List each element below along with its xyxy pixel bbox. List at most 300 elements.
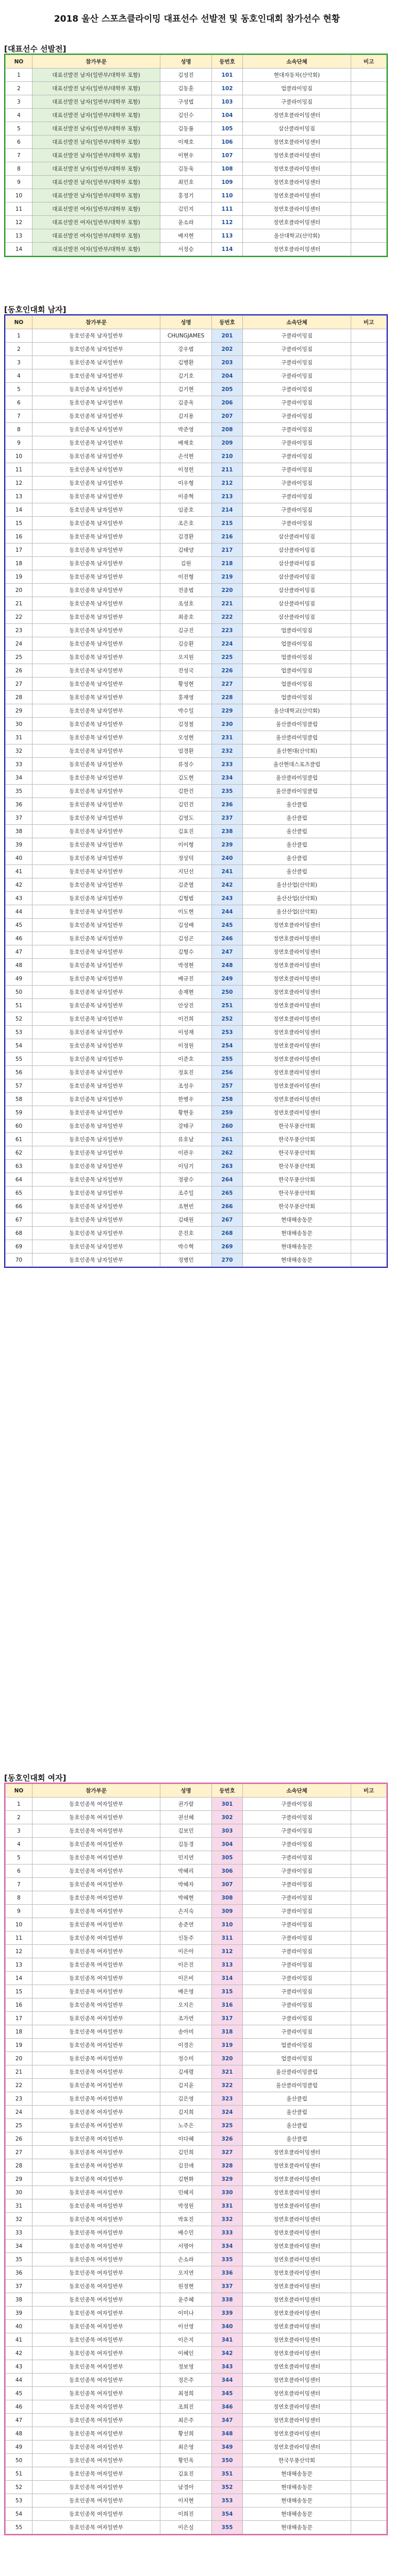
cell-note bbox=[351, 651, 387, 664]
table-row bbox=[6, 530, 387, 544]
cell-no: 10 bbox=[6, 189, 32, 202]
cell-note bbox=[351, 2494, 387, 2507]
cell-team: 정연호클라이밍센터 bbox=[243, 2320, 351, 2333]
cell-team: 구클라이밍짐 bbox=[243, 396, 351, 410]
cell-event: 동호인종목 여자일반부 bbox=[32, 1838, 160, 1851]
cell-team: 정연호클라이밍센터 bbox=[243, 1079, 351, 1093]
cell-event: 동호인종목 남자일반부 bbox=[32, 1079, 160, 1093]
table-row bbox=[6, 490, 387, 503]
table-row bbox=[6, 356, 387, 369]
cell-name: 홍정기 bbox=[160, 189, 212, 202]
cell-name: 지딘선 bbox=[160, 865, 212, 878]
table-row bbox=[6, 477, 387, 490]
header-bib: 등번호 bbox=[212, 55, 243, 69]
table-row bbox=[6, 2025, 387, 2039]
cell-no: 35 bbox=[6, 2253, 32, 2266]
cell-team: 현대해송동문 bbox=[243, 2494, 351, 2507]
cell-no: 70 bbox=[6, 1253, 32, 1267]
cell-event: 동호인종목 여자일반부 bbox=[32, 1905, 160, 1918]
cell-bib: 260 bbox=[212, 1120, 243, 1133]
cell-note bbox=[351, 423, 387, 436]
cell-event: 동호인종목 남자일반부 bbox=[32, 450, 160, 463]
cell-name: 이경은 bbox=[160, 2039, 212, 2052]
cell-name: 이미나 bbox=[160, 2307, 212, 2320]
cell-note bbox=[351, 1079, 387, 1093]
cell-name: 정병민 bbox=[160, 1253, 212, 1267]
cell-team: 구클라이밍짐 bbox=[243, 436, 351, 450]
cell-team: 업클라이밍짐 bbox=[243, 2052, 351, 2065]
cell-note bbox=[351, 2521, 387, 2534]
cell-team: 구클라이밍짐 bbox=[243, 1865, 351, 1878]
cell-event: 동호인종목 남자일반부 bbox=[32, 1160, 160, 1173]
cell-event: 동호인종목 여자일반부 bbox=[32, 1878, 160, 1891]
table-row bbox=[6, 1851, 387, 1865]
cell-event: 동호인종목 남자일반부 bbox=[32, 892, 160, 905]
cell-event: 동호인종목 남자일반부 bbox=[32, 852, 160, 865]
cell-name: 조희진 bbox=[160, 2400, 212, 2414]
cell-note bbox=[351, 785, 387, 798]
table-row bbox=[6, 369, 387, 383]
cell-event: 동호인종목 여자일반부 bbox=[32, 2199, 160, 2213]
table-row bbox=[6, 2240, 387, 2253]
cell-name: 이재호 bbox=[160, 135, 212, 149]
cell-note bbox=[351, 2226, 387, 2240]
cell-event: 대표선발전 여자(일반부/대학부 포함) bbox=[32, 229, 160, 243]
cell-bib: 333 bbox=[212, 2226, 243, 2240]
cell-note bbox=[351, 2132, 387, 2146]
cell-team: 업클라이밍짐 bbox=[243, 677, 351, 691]
cell-team: 울산산업(산악회) bbox=[243, 905, 351, 919]
cell-event: 동호인종목 남자일반부 bbox=[32, 878, 160, 892]
cell-bib: 102 bbox=[212, 82, 243, 95]
cell-team: 정연호클라이밍센터 bbox=[243, 2374, 351, 2387]
cell-no: 23 bbox=[6, 2092, 32, 2106]
cell-bib: 344 bbox=[212, 2374, 243, 2387]
header-name: 성명 bbox=[160, 1784, 212, 1798]
table-row bbox=[6, 162, 387, 176]
table-row bbox=[6, 1012, 387, 1026]
cell-bib: 223 bbox=[212, 624, 243, 637]
cell-bib: 313 bbox=[212, 1958, 243, 1972]
cell-event: 동호인종목 남자일반부 bbox=[32, 343, 160, 356]
cell-name: 황선희 bbox=[160, 2427, 212, 2441]
cell-event: 동호인종목 남자일반부 bbox=[32, 972, 160, 986]
cell-event: 동호인종목 남자일반부 bbox=[32, 919, 160, 932]
cell-event: 동호인종목 남자일반부 bbox=[32, 530, 160, 544]
cell-note bbox=[351, 1227, 387, 1240]
cell-name: 남경아 bbox=[160, 2481, 212, 2494]
cell-no: 6 bbox=[6, 135, 32, 149]
cell-note bbox=[351, 2092, 387, 2106]
cell-no: 59 bbox=[6, 1106, 32, 1120]
cell-name: 엄경환 bbox=[160, 744, 212, 758]
cell-event: 대표선발전 남자(일반부/대학부 포함) bbox=[32, 82, 160, 95]
table-row bbox=[6, 624, 387, 637]
cell-name: 김한건 bbox=[160, 785, 212, 798]
cell-bib: 315 bbox=[212, 1985, 243, 1998]
table-row bbox=[6, 69, 387, 82]
header-bib: 등번호 bbox=[212, 316, 243, 329]
cell-bib: 217 bbox=[212, 544, 243, 557]
cell-event: 동호인종목 여자일반부 bbox=[32, 2186, 160, 2199]
table-row bbox=[6, 878, 387, 892]
cell-name: 박혜자 bbox=[160, 1878, 212, 1891]
cell-bib: 325 bbox=[212, 2119, 243, 2132]
cell-team: 구클라이밍짐 bbox=[243, 383, 351, 396]
cell-name: 김동욱 bbox=[160, 162, 212, 176]
cell-name: 김준열 bbox=[160, 878, 212, 892]
table-body bbox=[6, 329, 387, 1267]
table-row bbox=[6, 1053, 387, 1066]
cell-no: 27 bbox=[6, 677, 32, 691]
cell-note bbox=[351, 1053, 387, 1066]
cell-note bbox=[351, 691, 387, 704]
cell-team: 구클라이밍짐 bbox=[243, 2012, 351, 2025]
cell-name: 이정헌 bbox=[160, 463, 212, 477]
cell-note bbox=[351, 95, 387, 109]
cell-bib: 228 bbox=[212, 691, 243, 704]
cell-team: 정연호클라이밍센터 bbox=[243, 162, 351, 176]
cell-note bbox=[351, 1958, 387, 1972]
cell-bib: 229 bbox=[212, 704, 243, 718]
cell-name: 김효진 bbox=[160, 2467, 212, 2481]
cell-team: 정연호클라이밍센터 bbox=[243, 109, 351, 122]
cell-event: 동호인종목 여자일반부 bbox=[32, 2052, 160, 2065]
cell-team: 울산클럽 bbox=[243, 838, 351, 852]
table-row bbox=[6, 2400, 387, 2414]
table-row bbox=[6, 2307, 387, 2320]
cell-name: 신동주 bbox=[160, 1931, 212, 1945]
cell-event: 동호인종목 남자일반부 bbox=[32, 664, 160, 677]
header-note: 비고 bbox=[351, 1784, 387, 1798]
cell-name: 김종옥 bbox=[160, 396, 212, 410]
cell-no: 57 bbox=[6, 1079, 32, 1093]
cell-team: 정연호클라이밍센터 bbox=[243, 2173, 351, 2186]
page-title: 2018 울산 스포츠클라이밍 대표선수 선발전 및 동호인대회 참가선수 현황 bbox=[54, 14, 340, 24]
cell-no: 26 bbox=[6, 664, 32, 677]
cell-event: 동호인종목 남자일반부 bbox=[32, 503, 160, 517]
cell-no: 41 bbox=[6, 865, 32, 878]
cell-no: 11 bbox=[6, 463, 32, 477]
cell-no: 11 bbox=[6, 202, 32, 216]
cell-event: 동호인종목 여자일반부 bbox=[32, 2494, 160, 2507]
cell-name: 강우범 bbox=[160, 343, 212, 356]
table-row bbox=[6, 999, 387, 1012]
cell-no: 7 bbox=[6, 1878, 32, 1891]
cell-note bbox=[351, 1213, 387, 1227]
cell-no: 56 bbox=[6, 1066, 32, 1079]
cell-team: 정연호클라이밍센터 bbox=[243, 202, 351, 216]
cell-bib: 348 bbox=[212, 2427, 243, 2441]
cell-team: 울산현대(산악회) bbox=[243, 744, 351, 758]
cell-name: 이희진 bbox=[160, 2507, 212, 2521]
table-row bbox=[6, 1213, 387, 1227]
cell-team: 구클라이밍짐 bbox=[243, 1838, 351, 1851]
cell-event: 동호인종목 여자일반부 bbox=[32, 2253, 160, 2266]
cell-name: 김성배 bbox=[160, 919, 212, 932]
cell-name: 김기현 bbox=[160, 383, 212, 396]
table-row bbox=[6, 1998, 387, 2012]
cell-team: 울산클라이밍클럽 bbox=[243, 731, 351, 744]
cell-event: 동호인종목 남자일반부 bbox=[32, 463, 160, 477]
cell-no: 48 bbox=[6, 2427, 32, 2441]
cell-name: 김기호 bbox=[160, 369, 212, 383]
cell-event: 동호인종목 남자일반부 bbox=[32, 1173, 160, 1187]
table-row bbox=[6, 2146, 387, 2159]
cell-name: 조은호 bbox=[160, 517, 212, 530]
cell-bib: 317 bbox=[212, 2012, 243, 2025]
cell-no: 22 bbox=[6, 611, 32, 624]
cell-no: 39 bbox=[6, 2307, 32, 2320]
cell-bib: 258 bbox=[212, 1093, 243, 1106]
cell-team: 구클라이밍짐 bbox=[243, 463, 351, 477]
cell-name: 이현우 bbox=[160, 149, 212, 162]
cell-event: 동호인종목 여자일반부 bbox=[32, 2039, 160, 2052]
cell-team: 삼산클라이밍짐 bbox=[243, 611, 351, 624]
cell-note bbox=[351, 570, 387, 584]
cell-name: 류호남 bbox=[160, 1133, 212, 1146]
table-row bbox=[6, 2199, 387, 2213]
cell-name: 이딩기 bbox=[160, 1160, 212, 1173]
table-row bbox=[6, 1160, 387, 1173]
cell-note bbox=[351, 202, 387, 216]
cell-no: 13 bbox=[6, 1958, 32, 1972]
cell-no: 2 bbox=[6, 1811, 32, 1824]
cell-bib: 261 bbox=[212, 1133, 243, 1146]
cell-team: 현대자동차(산악회) bbox=[243, 69, 351, 82]
section-title-women: [동호인대회 여자] bbox=[4, 1773, 67, 1783]
cell-team: 구클라이밍짐 bbox=[243, 1918, 351, 1931]
cell-team: 현대해송동문 bbox=[243, 2467, 351, 2481]
cell-name: 전성국 bbox=[160, 664, 212, 677]
cell-name: 오지연 bbox=[160, 2266, 212, 2280]
cell-team: 업클라이밍짐 bbox=[243, 2039, 351, 2052]
cell-event: 동호인종목 여자일반부 bbox=[32, 2347, 160, 2360]
cell-team: 구클라이밍짐 bbox=[243, 1824, 351, 1838]
cell-event: 동호인종목 남자일반부 bbox=[32, 1200, 160, 1213]
cell-no: 46 bbox=[6, 2400, 32, 2414]
header-name: 성명 bbox=[160, 316, 212, 329]
cell-bib: 252 bbox=[212, 1012, 243, 1026]
cell-no: 14 bbox=[6, 243, 32, 256]
cell-no: 40 bbox=[6, 2320, 32, 2333]
cell-no: 21 bbox=[6, 2065, 32, 2079]
cell-no: 36 bbox=[6, 2266, 32, 2280]
cell-bib: 101 bbox=[212, 69, 243, 82]
table-row bbox=[6, 1811, 387, 1824]
cell-note bbox=[351, 838, 387, 852]
cell-bib: 244 bbox=[212, 905, 243, 919]
cell-team: 울산클럽 bbox=[243, 865, 351, 878]
cell-event: 동호인종목 남자일반부 bbox=[32, 1213, 160, 1227]
cell-bib: 327 bbox=[212, 2146, 243, 2159]
table-header-row bbox=[6, 1784, 387, 1798]
cell-team: 울산산업(산악회) bbox=[243, 892, 351, 905]
table-row bbox=[6, 2347, 387, 2360]
cell-bib: 268 bbox=[212, 1227, 243, 1240]
cell-no: 22 bbox=[6, 2079, 32, 2092]
cell-name: 김동훈 bbox=[160, 82, 212, 95]
cell-bib: 204 bbox=[212, 369, 243, 383]
cell-team: 울산현대스포츠클럽 bbox=[243, 758, 351, 771]
cell-event: 동호인종목 남자일반부 bbox=[32, 718, 160, 731]
cell-team: 구클라이밍짐 bbox=[243, 369, 351, 383]
cell-event: 동호인종목 여자일반부 bbox=[32, 2119, 160, 2132]
cell-name: 문진호 bbox=[160, 1227, 212, 1240]
cell-event: 동호인종목 남자일반부 bbox=[32, 651, 160, 664]
cell-note bbox=[351, 149, 387, 162]
cell-bib: 326 bbox=[212, 2132, 243, 2146]
cell-name: 배은영 bbox=[160, 1985, 212, 1998]
cell-no: 54 bbox=[6, 1039, 32, 1053]
cell-bib: 107 bbox=[212, 149, 243, 162]
cell-name: 김지희 bbox=[160, 2106, 212, 2119]
cell-name: 윤소라 bbox=[160, 216, 212, 229]
cell-note bbox=[351, 1851, 387, 1865]
cell-bib: 225 bbox=[212, 651, 243, 664]
table-row bbox=[6, 1798, 387, 1811]
cell-name: 김현화 bbox=[160, 2173, 212, 2186]
cell-note bbox=[351, 1972, 387, 1985]
cell-name: 최정희 bbox=[160, 2387, 212, 2400]
cell-no: 24 bbox=[6, 2106, 32, 2119]
cell-note bbox=[351, 1931, 387, 1945]
cell-note bbox=[351, 82, 387, 95]
cell-bib: 330 bbox=[212, 2186, 243, 2199]
cell-note bbox=[351, 919, 387, 932]
cell-event: 동호인종목 여자일반부 bbox=[32, 2159, 160, 2173]
cell-name: 박정현 bbox=[160, 959, 212, 972]
cell-bib: 212 bbox=[212, 477, 243, 490]
cell-no: 5 bbox=[6, 383, 32, 396]
cell-note bbox=[351, 852, 387, 865]
cell-event: 동호인종목 남자일반부 bbox=[32, 369, 160, 383]
cell-team: 구클라이밍짐 bbox=[243, 1798, 351, 1811]
cell-name: 박수일 bbox=[160, 704, 212, 718]
cell-bib: 324 bbox=[212, 2106, 243, 2119]
cell-name: 전종범 bbox=[160, 584, 212, 597]
cell-no: 18 bbox=[6, 2025, 32, 2039]
cell-bib: 242 bbox=[212, 878, 243, 892]
table-row bbox=[6, 1039, 387, 1053]
cell-team: 업클라이밍짐 bbox=[243, 664, 351, 677]
cell-bib: 303 bbox=[212, 1824, 243, 1838]
table-row bbox=[6, 785, 387, 798]
cell-event: 동호인종목 여자일반부 bbox=[32, 1998, 160, 2012]
header-note: 비고 bbox=[351, 55, 387, 69]
cell-bib: 104 bbox=[212, 109, 243, 122]
cell-no: 19 bbox=[6, 570, 32, 584]
cell-name: 이진형 bbox=[160, 570, 212, 584]
cell-bib: 304 bbox=[212, 1838, 243, 1851]
cell-event: 동호인종목 여자일반부 bbox=[32, 2173, 160, 2186]
cell-bib: 351 bbox=[212, 2467, 243, 2481]
cell-note bbox=[351, 176, 387, 189]
cell-note bbox=[351, 2186, 387, 2199]
table-row bbox=[6, 811, 387, 825]
cell-event: 동호인종목 남자일반부 bbox=[32, 1039, 160, 1053]
table-row bbox=[6, 919, 387, 932]
cell-note bbox=[351, 2387, 387, 2400]
cell-bib: 335 bbox=[212, 2253, 243, 2266]
table-row bbox=[6, 744, 387, 758]
table-row bbox=[6, 1918, 387, 1931]
header-event: 참가부문 bbox=[32, 1784, 160, 1798]
cell-team: 정연호클라이밍센터 bbox=[243, 1053, 351, 1066]
cell-name: 정은주 bbox=[160, 2374, 212, 2387]
table-row bbox=[6, 1200, 387, 1213]
table-row bbox=[6, 95, 387, 109]
cell-team: 정연호클라이밍센터 bbox=[243, 919, 351, 932]
cell-bib: 321 bbox=[212, 2065, 243, 2079]
cell-note bbox=[351, 2320, 387, 2333]
cell-event: 동호인종목 남자일반부 bbox=[32, 744, 160, 758]
cell-event: 동호인종목 남자일반부 bbox=[32, 1106, 160, 1120]
cell-note bbox=[351, 1891, 387, 1905]
table-row bbox=[6, 2387, 387, 2400]
cell-event: 대표선발전 남자(일반부/대학부 포함) bbox=[32, 122, 160, 135]
cell-note bbox=[351, 2146, 387, 2159]
cell-note bbox=[351, 2347, 387, 2360]
cell-note bbox=[351, 664, 387, 677]
cell-no: 3 bbox=[6, 1824, 32, 1838]
header-event: 참가부문 bbox=[32, 316, 160, 329]
cell-note bbox=[351, 1120, 387, 1133]
cell-name: 손지숙 bbox=[160, 1905, 212, 1918]
cell-event: 동호인종목 남자일반부 bbox=[32, 597, 160, 611]
table-row bbox=[6, 343, 387, 356]
cell-note bbox=[351, 945, 387, 959]
table-row bbox=[6, 838, 387, 852]
cell-team: 한국무풍산악회 bbox=[243, 2454, 351, 2467]
cell-team: 삼산클라이밍짐 bbox=[243, 597, 351, 611]
cell-name: 배수민 bbox=[160, 2226, 212, 2240]
table-row bbox=[6, 718, 387, 731]
cell-name: 김효진 bbox=[160, 825, 212, 838]
cell-no: 64 bbox=[6, 1173, 32, 1187]
table-row bbox=[6, 423, 387, 436]
cell-name: 이은비 bbox=[160, 1972, 212, 1985]
cell-no: 8 bbox=[6, 1891, 32, 1905]
cell-no: 21 bbox=[6, 597, 32, 611]
cell-event: 동호인종목 여자일반부 bbox=[32, 2065, 160, 2079]
table-row bbox=[6, 1824, 387, 1838]
cell-note bbox=[351, 959, 387, 972]
cell-no: 20 bbox=[6, 2052, 32, 2065]
cell-note bbox=[351, 986, 387, 999]
header-team: 소속단체 bbox=[243, 1784, 351, 1798]
cell-note bbox=[351, 1026, 387, 1039]
table-row bbox=[6, 2521, 387, 2534]
cell-bib: 201 bbox=[212, 329, 243, 343]
cell-team: 정연호클라이밍센터 bbox=[243, 2253, 351, 2266]
cell-name: 이정원 bbox=[160, 1039, 212, 1053]
cell-bib: 263 bbox=[212, 1160, 243, 1173]
cell-note bbox=[351, 2454, 387, 2467]
cell-event: 동호인종목 여자일반부 bbox=[32, 2280, 160, 2293]
cell-note bbox=[351, 1173, 387, 1187]
table-row bbox=[6, 852, 387, 865]
cell-bib: 354 bbox=[212, 2507, 243, 2521]
table-row bbox=[6, 2159, 387, 2173]
cell-name: 김세령 bbox=[160, 2065, 212, 2079]
table-row bbox=[6, 1891, 387, 1905]
cell-team: 정연호클라이밍센터 bbox=[243, 1012, 351, 1026]
table-row bbox=[6, 1066, 387, 1079]
cell-no: 32 bbox=[6, 744, 32, 758]
cell-name: 김지용 bbox=[160, 410, 212, 423]
cell-name: 김병환 bbox=[160, 356, 212, 369]
